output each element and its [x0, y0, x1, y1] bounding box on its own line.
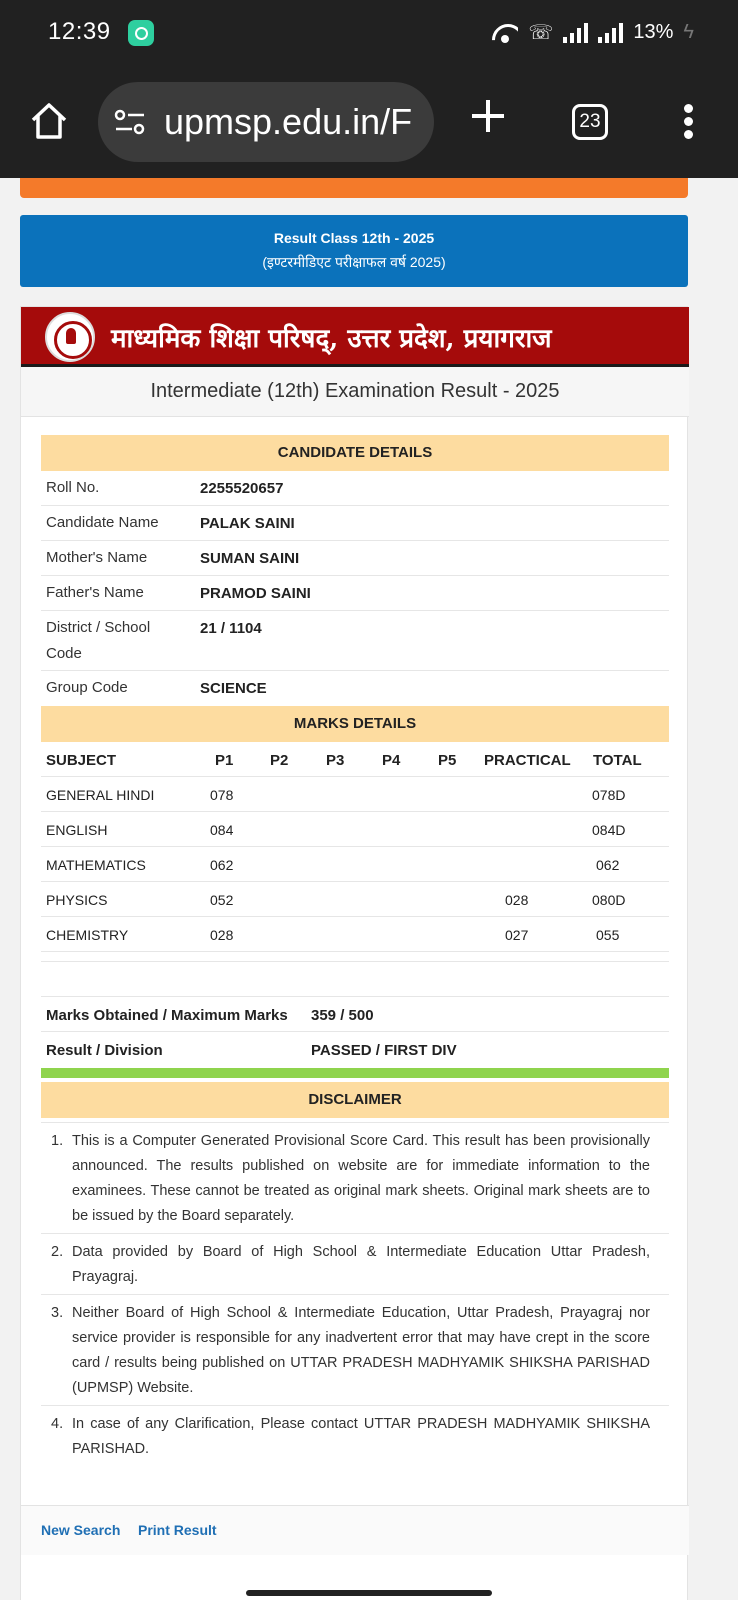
marks-obtained-row: [41, 997, 669, 1032]
practical-mark: 028: [505, 892, 529, 908]
total-mark: 078D: [592, 787, 626, 803]
candidate-details-heading: CANDIDATE DETAILS: [41, 435, 669, 471]
result-card: [20, 306, 688, 1600]
col-p2: P2: [270, 752, 289, 769]
disclaimer-text: This is a Computer Generated Provisional Score Card. This result has been provisionally announced. The results published on website are for immediate information to the examinees. These cannot be treated as original mark sheets. Original mark sheets are to be issued by the Board separately.: [72, 1133, 650, 1224]
row-label: Group Code: [46, 679, 128, 696]
print-result-link[interactable]: Print Result: [138, 1522, 217, 1538]
disclaimer-item: [41, 1405, 669, 1466]
subject-name: MATHEMATICS: [46, 857, 146, 873]
board-name: माध्यमिक शिक्षा परिषद्, उत्तर प्रदेश, प्रयागराज: [111, 324, 552, 354]
subject-name: PHYSICS: [46, 892, 108, 908]
page-content: [0, 178, 738, 1600]
total-mark: 062: [596, 857, 620, 873]
browser-toolbar: [0, 66, 738, 178]
board-logo-icon: [45, 312, 95, 362]
spacer-row: [41, 952, 669, 962]
table-row: [41, 541, 669, 576]
spacer-row: [41, 962, 669, 997]
table-row: [41, 777, 669, 812]
disclaimer-heading: DISCLAIMER: [41, 1082, 669, 1118]
col-p4: P4: [382, 752, 401, 769]
col-p3: P3: [326, 752, 345, 769]
disclaimer-text: Neither Board of High School & Intermediate Education, Uttar Pradesh, Prayagraj nor service provider is responsible for any inadvertent error that may have crept in the score card / results being published on UTTAR PRADESH MADHYAMIK SHIKSHA PARISHAD (UPMSP) Website.: [72, 1305, 650, 1396]
new-search-link[interactable]: New Search: [41, 1522, 121, 1538]
disclaimer-item: [41, 1122, 669, 1233]
board-header: [21, 307, 689, 367]
disclaimer-item: [41, 1294, 669, 1405]
row-label: Roll No.: [46, 479, 100, 496]
status-bar: [0, 0, 738, 66]
col-subject: SUBJECT: [46, 752, 117, 769]
link-app-icon: [128, 20, 154, 46]
col-practical: PRACTICAL: [484, 752, 571, 769]
p1-mark: 028: [210, 927, 234, 943]
banner-title: Result Class 12th - 2025: [273, 230, 435, 246]
marks-obtained-value: 359 / 500: [311, 1007, 374, 1024]
signal-icon-2: [598, 23, 623, 43]
p1-mark: 062: [210, 857, 234, 873]
col-p5: P5: [438, 752, 457, 769]
home-icon[interactable]: [28, 100, 70, 142]
status-icons: [492, 20, 694, 45]
candidate-name: PALAK SAINI: [200, 515, 295, 532]
marks-header-row: [41, 742, 669, 777]
signal-icon: [563, 23, 588, 43]
result-banner: [20, 215, 688, 287]
new-tab-button[interactable]: [468, 96, 508, 136]
row-label: Father's Name: [46, 584, 144, 601]
subject-name: ENGLISH: [46, 822, 108, 838]
table-row: [41, 917, 669, 952]
table-row: [41, 506, 669, 541]
p1-mark: 078: [210, 787, 234, 803]
site-settings-icon[interactable]: [114, 108, 146, 136]
disclaimer-text: Data provided by Board of High School & Intermediate Education Uttar Pradesh, Prayagraj.: [72, 1244, 650, 1285]
row-label: Mother's Name: [46, 549, 148, 566]
disclaimer-number: 3.: [51, 1305, 64, 1321]
disclaimer-item: [41, 1233, 669, 1294]
status-time: 12:39: [48, 18, 111, 45]
charging-icon: ϟ: [683, 21, 694, 43]
mother-name: SUMAN SAINI: [200, 550, 300, 567]
result-division-label: Result / Division: [46, 1042, 163, 1059]
url-text: upmsp.edu.in/F: [164, 101, 413, 142]
banner-subtitle: (इण्टरमीडिएट परीक्षाफल वर्ष 2025): [262, 254, 446, 270]
table-row: [41, 471, 669, 506]
result-actions: [21, 1505, 689, 1555]
col-total: TOTAL: [593, 752, 642, 769]
table-row: [41, 882, 669, 917]
roll-number: 2255520657: [200, 480, 284, 497]
table-row: [41, 812, 669, 847]
wifi-calling-icon: ☏: [528, 22, 554, 44]
exam-title: Intermediate (12th) Examination Result - 2025: [150, 380, 560, 402]
father-name: PRAMOD SAINI: [200, 585, 311, 602]
table-row: [41, 671, 669, 706]
subject-name: CHEMISTRY: [46, 927, 129, 943]
address-bar[interactable]: [98, 82, 434, 162]
result-division-value: PASSED / FIRST DIV: [311, 1042, 457, 1059]
orange-strip: [20, 178, 688, 198]
exam-title-bar: [21, 367, 689, 417]
disclaimer-number: 2.: [51, 1244, 64, 1260]
total-mark: 080D: [592, 892, 626, 908]
disclaimer-number: 1.: [51, 1133, 64, 1149]
table-row: [41, 611, 669, 671]
marks-details-heading: MARKS DETAILS: [41, 706, 669, 742]
group-code: SCIENCE: [200, 680, 267, 697]
total-mark: 084D: [592, 822, 626, 838]
row-label: District / School Code: [46, 619, 151, 662]
disclaimer-text: In case of any Clarification, Please contact UTTAR PRADESH MADHYAMIK SHIKSHA PARISHAD.: [72, 1416, 650, 1457]
col-p1: P1: [215, 752, 234, 769]
tab-switcher-button[interactable]: 23: [572, 104, 608, 140]
total-mark: 055: [596, 927, 620, 943]
gesture-nav-bar[interactable]: [246, 1590, 492, 1596]
row-label: Candidate Name: [46, 514, 159, 531]
more-menu-icon[interactable]: [684, 104, 694, 140]
district-school-code: 21 / 1104: [200, 620, 262, 637]
result-status-bar: [41, 1068, 669, 1078]
wifi-icon: [492, 22, 518, 44]
p1-mark: 084: [210, 822, 234, 838]
subject-name: GENERAL HINDI: [46, 787, 155, 803]
p1-mark: 052: [210, 892, 234, 908]
table-row: [41, 847, 669, 882]
marks-obtained-label: Marks Obtained / Maximum Marks: [46, 1007, 288, 1024]
table-row: [41, 576, 669, 611]
result-division-row: [41, 1032, 669, 1067]
battery-percent: 13%: [633, 21, 674, 43]
disclaimer-number: 4.: [51, 1416, 64, 1432]
practical-mark: 027: [505, 927, 529, 943]
